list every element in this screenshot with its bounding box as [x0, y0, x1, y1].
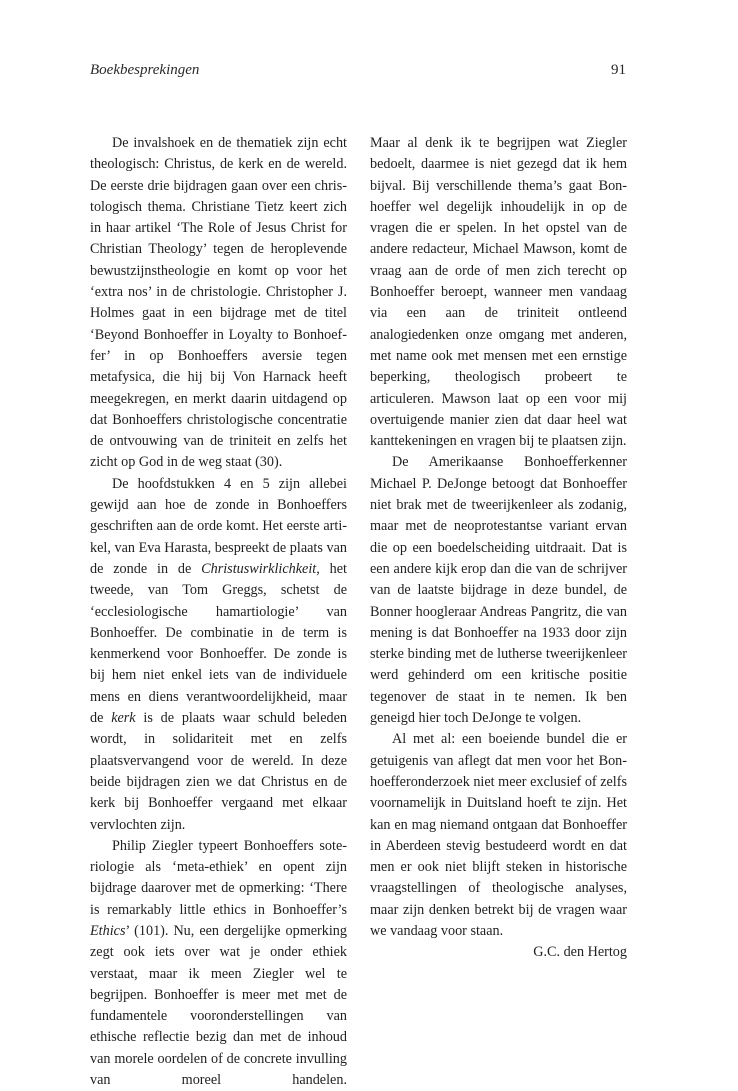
italic-term: kerk	[111, 710, 136, 727]
paragraph	[90, 836, 347, 1091]
paragraph: De invalshoek en de thematiek zijn echt theologisch: Christus, de kerk en de wereld. De eerste drie bijdragen gaan over een christologisch thema. Christiane Tietz keert zich in haar artikel ‘The Role of Jesus Christ for Christian Theology’ tegen de heroplevende bewustzijnstheologie en komt op voor het ‘extra nos’ in de christologie. Christopher J. Holmes gaat in een bijdrage met de titel ‘Beyond Bonhoeffer in Loyalty to Bonhoeffer’ in op Bonhoeffers aversie tegen metafysica, die hij bij Von Harnack heeft meegekregen, en merkt daarin uitdagend op dat Bonhoeffers christologische concentratie de ontvouwing van de triniteit en zelfs het zicht op God in de weg staat (30).	[90, 135, 347, 471]
text-run: , het tweede, van Tom Greggs, schetst de ‘ecclesiologische hamartiologie’ van Bonhoeffer. De combinatie in de term is kenmerkend voor Bonhoeffer. De zonde is bij hem niet enkel iets van de individuele mens en diens verantwoordelijkheid, maar de	[90, 560, 347, 727]
right-column	[370, 133, 627, 1091]
review-author: G.C. den Hertog	[533, 944, 627, 961]
paragraph: De Amerikaanse Bonhoefferkenner Michael P. DeJonge betoogt dat Bonhoeffer niet brak met de tweerijkenleer als zodanig, maar met de neoprotestantse variant ervan die op een boedelscheiding uitdraait. Dat is een andere kijk erop dan die van de schrijver van de laatste bijdrage in deze bundel, de Bonner hoogleraar Andreas Pangritz, die van mening is dat Bonhoeffer na 1933 door zijn sterke binding met de lutherse tweerijkenleer werd gehinderd om een kritische positie tegenover de staat in te nemen. Ik ben geneigd hier toch DeJonge te volgen.	[370, 454, 627, 727]
paragraph: Maar al denk ik te begrijpen wat Ziegler bedoelt, daarmee is niet gezegd dat ik hem bijval. Bij verschillende thema’s gaat Bonhoeffer wel degelijk inhoudelijk in op de vragen die er spelen. In het opstel van de andere redacteur, Michael Mawson, komt de vraag aan de orde of men zich terecht op Bonhoeffer beroept, wanneer men vandaag via een aan de triniteit ontleend analogiedenken onze omgang met anderen, met name ook met mensen met een ernstige beperking, theologisch probeert te articuleren. Mawson laat op een voor mij overtuigende manier zien dat daar heel wat kanttekeningen en vragen bij te plaatsen zijn.	[370, 135, 627, 450]
paragraph: Al met al: een boeiende bundel die er getuigenis van aflegt dat men voor het Bonhoefferonderzoek niet meer exclusief of zelfs voornamelijk in Duitsland hoeft te zijn. Het kan en mag niemand ontgaan dat Bonhoeffer in Aberdeen stevig bestudeerd wordt en dat men er ook niet blijft steken in historische vraagstellingen of theologische analyses, maar zijn denken betrekt bij de vragen waar we vandaag voor staan.	[370, 731, 627, 939]
text-run: is de plaats waar schuld beleden wordt, in solidariteit met en zelfs plaatsvervangend voor de wereld. In deze beide bijdragen zien we dat Christus en de kerk bij Bonhoeffer vergaand met elkaar vervlochten zijn.	[90, 710, 347, 833]
running-header	[90, 62, 626, 79]
left-column	[90, 133, 347, 1091]
paragraph	[90, 474, 347, 836]
text-run: ’ (101). Nu, een dergelijke opmerking zegt ook iets over wat je onder ethiek verstaat, maar ik meen Ziegler wel te begrijpen. Bonhoeffer is meer met met de fundamentele vooronderstellingen van ethische reflectie bezig dan met de inhoud van morele oordelen of de concrete invulling van moreel handelen.	[90, 922, 347, 1089]
italic-term: Christuswirklichkeit	[201, 560, 317, 577]
text-run: De hoofdstukken 4 en 5 zijn allebei gewijd aan hoe de zonde in Bonhoeffers geschriften aan de orde komt. Het eerste artikel, van Eva Harasta, bespreekt de plaats van de zonde in de	[90, 475, 347, 577]
italic-title: Ethics	[90, 922, 126, 939]
text-columns	[90, 133, 627, 1091]
text-run: Philip Ziegler typeert Bonhoeffers soteriologie als ‘meta-ethiek’ en opent zijn bijdrage daarover met de opmerking: ‘There is remarkably little ethics in Bonhoeffer’s	[90, 837, 347, 918]
section-title: Boekbesprekingen	[90, 62, 200, 78]
page-number: 91	[611, 62, 626, 78]
